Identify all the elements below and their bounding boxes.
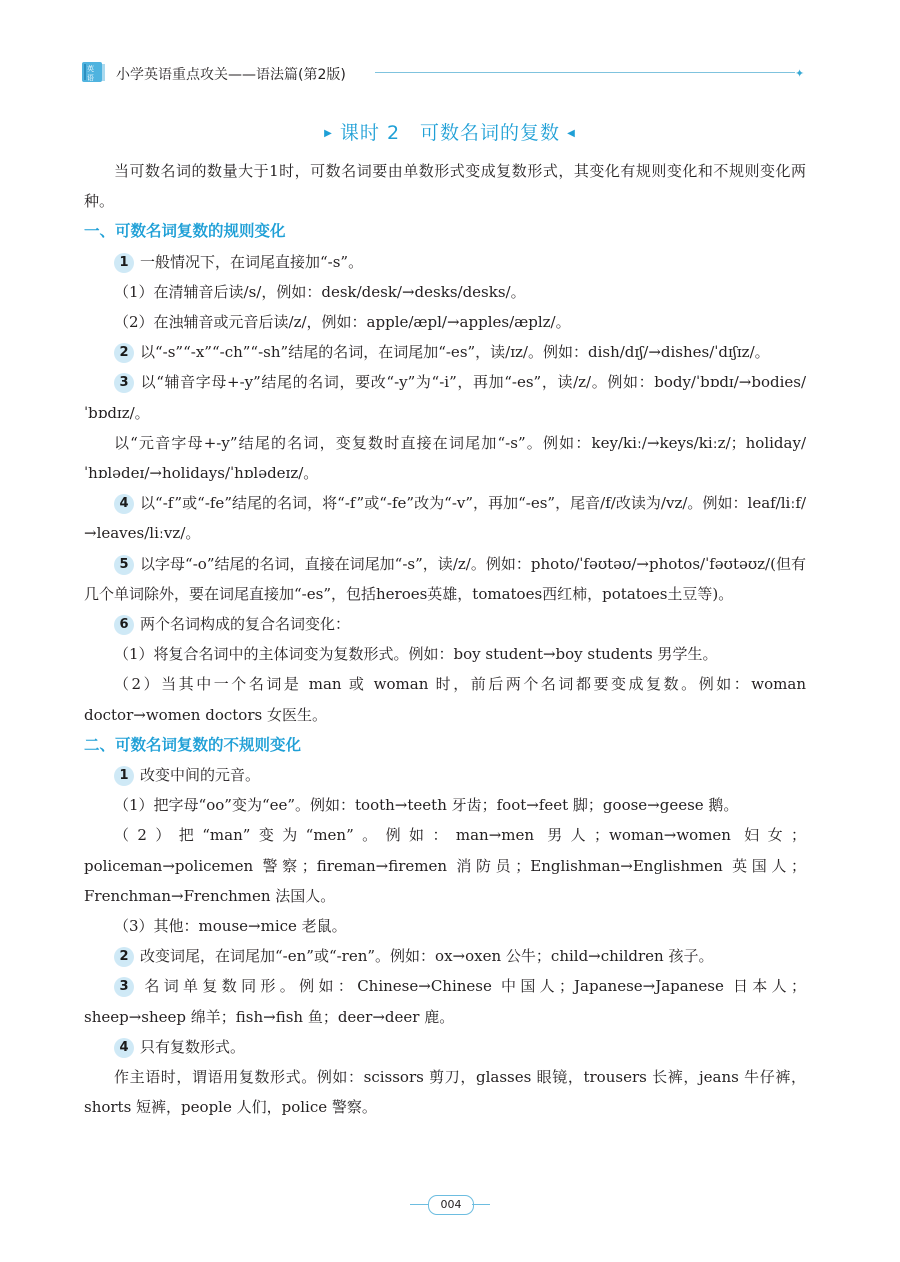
page-number: 004 bbox=[428, 1195, 474, 1215]
page-number-rule-left bbox=[410, 1204, 428, 1205]
rule-number-badge: 6 bbox=[114, 615, 134, 635]
rule-item-text: 以“辅音字母+-y”结尾的名词，要改“-y”为“-i”，再加“-es”，读/z/。例如：body/ˈbɒdɪ/→bodies/ˈbɒdɪz/。 bbox=[84, 373, 806, 422]
body-paragraph: 以“元音字母+-y”结尾的名词，变复数时直接在词尾加“-s”。例如：key/kiː/→keys/kiːz/；holiday/ˈhɒlədeɪ/→holidays/ˈhɒlədeɪz/。 bbox=[84, 433, 806, 483]
header-title: 小学英语重点攻关——语法篇(第2版) bbox=[116, 67, 346, 83]
rule-item bbox=[84, 488, 806, 548]
rule-item bbox=[84, 760, 806, 790]
rule-item bbox=[84, 337, 806, 367]
rule-item bbox=[84, 549, 806, 609]
header-rule bbox=[375, 72, 795, 73]
body-paragraph: 作主语时，谓语用复数形式。例如：scissors 剪刀，glasses 眼镜，trousers 长裤，jeans 牛仔裤，shorts 短裤，people 人们，police 警察。 bbox=[84, 1068, 806, 1117]
rule-item-text: 一般情况下，在词尾直接加“-s”。 bbox=[140, 252, 364, 271]
body-paragraph: （2）当其中一个名词是 man 或 woman 时，前后两个名词都要变成复数。例如：woman doctor→women doctors 女医生。 bbox=[84, 675, 806, 724]
rule-item bbox=[84, 941, 806, 971]
triangle-right-icon: ▶ bbox=[324, 128, 333, 139]
rule-item bbox=[84, 971, 806, 1031]
running-header bbox=[80, 58, 810, 88]
rule-item bbox=[84, 367, 806, 427]
rule-number-badge: 4 bbox=[114, 1038, 134, 1058]
lesson-title bbox=[0, 118, 900, 145]
page-number-rule-right bbox=[472, 1204, 490, 1205]
triangle-left-icon: ◀ bbox=[567, 128, 576, 139]
lesson-title-text: 课时 2 可数名词的复数 bbox=[339, 122, 561, 144]
rule-item-text: 名词单复数同形。例如：Chinese→Chinese 中国人；Japanese→Japanese 日本人；sheep→sheep 绵羊；fish→fish 鱼；deer→deer 鹿。 bbox=[84, 977, 806, 1026]
header-rule-end-icon: ✦ bbox=[795, 67, 805, 80]
body-paragraph: （3）其他：mouse→mice 老鼠。 bbox=[114, 917, 347, 936]
rule-item bbox=[84, 247, 806, 277]
rule-item-text: 以“-s”“-x”“-ch”“-sh”结尾的名词，在词尾加“-es”，读/ɪz/。例如：dish/dɪʃ/→dishes/ˈdɪʃɪz/。 bbox=[140, 343, 770, 362]
rule-item-text: 以字母“-o”结尾的名词，直接在词尾加“-s”，读/z/。例如：photo/ˈfəʊtəʊ/→photos/ˈfəʊtəʊz/(但有几个单词除外，要在词尾直接加“-es”，包括heroes英雄，tomatoes西红柿，potatoes土豆等)。 bbox=[84, 554, 806, 603]
rule-number-badge: 4 bbox=[114, 494, 134, 514]
rule-number-badge: 2 bbox=[114, 947, 134, 967]
rule-number-badge: 2 bbox=[114, 343, 134, 363]
rule-number-badge: 3 bbox=[114, 373, 134, 393]
rule-item bbox=[84, 609, 806, 639]
rule-number-badge: 3 bbox=[114, 977, 134, 997]
rule-item-text: 以“-f”或“-fe”结尾的名词，将“-f”或“-fe”改为“-v”，再加“-es”，尾音/f/改读为/vz/。例如：leaf/liːf/→leaves/liːvz/。 bbox=[84, 494, 806, 543]
body-paragraph: 当可数名词的数量大于1时，可数名词要由单数形式变成复数形式，其变化有规则变化和不规则变化两种。 bbox=[84, 162, 806, 211]
main-content bbox=[84, 156, 806, 1123]
rule-item-text: 改变词尾，在词尾加“-en”或“-ren”。例如：ox→oxen 公牛；child→children 孩子。 bbox=[140, 947, 714, 966]
page-number-badge bbox=[410, 1193, 490, 1217]
rule-item-text: 改变中间的元音。 bbox=[140, 766, 261, 785]
rule-item bbox=[84, 1032, 806, 1062]
book-icon-label: 英语 bbox=[87, 65, 94, 82]
section-heading: 一、可数名词复数的规则变化 bbox=[84, 222, 286, 241]
rule-number-badge: 1 bbox=[114, 253, 134, 273]
rule-item-text: 两个名词构成的复合名词变化： bbox=[140, 615, 351, 634]
body-paragraph: （1）将复合名词中的主体词变为复数形式。例如：boy student→boy students 男学生。 bbox=[114, 645, 718, 664]
body-paragraph: （1）把字母“oo”变为“ee”。例如：tooth→teeth 牙齿；foot→feet 脚；goose→geese 鹅。 bbox=[114, 796, 739, 815]
body-paragraph: （1）在清辅音后读/s/，例如：desk/desk/→desks/desks/。 bbox=[114, 282, 526, 301]
section-heading: 二、可数名词复数的不规则变化 bbox=[84, 735, 302, 754]
rule-number-badge: 1 bbox=[114, 766, 134, 786]
body-paragraph: （2）在浊辅音或元音后读/z/，例如：apple/æpl/→apples/æplz/。 bbox=[114, 313, 571, 332]
rule-item-text: 只有复数形式。 bbox=[140, 1037, 246, 1056]
rule-number-badge: 5 bbox=[114, 555, 134, 575]
body-paragraph: （2）把“man”变为“men”。例如：man→men 男人；woman→women 妇女；policeman→policemen 警察；fireman→firemen 消防员；Englishman→Englishmen 英国人；Frenchman→Frenchmen 法国人。 bbox=[84, 826, 806, 905]
